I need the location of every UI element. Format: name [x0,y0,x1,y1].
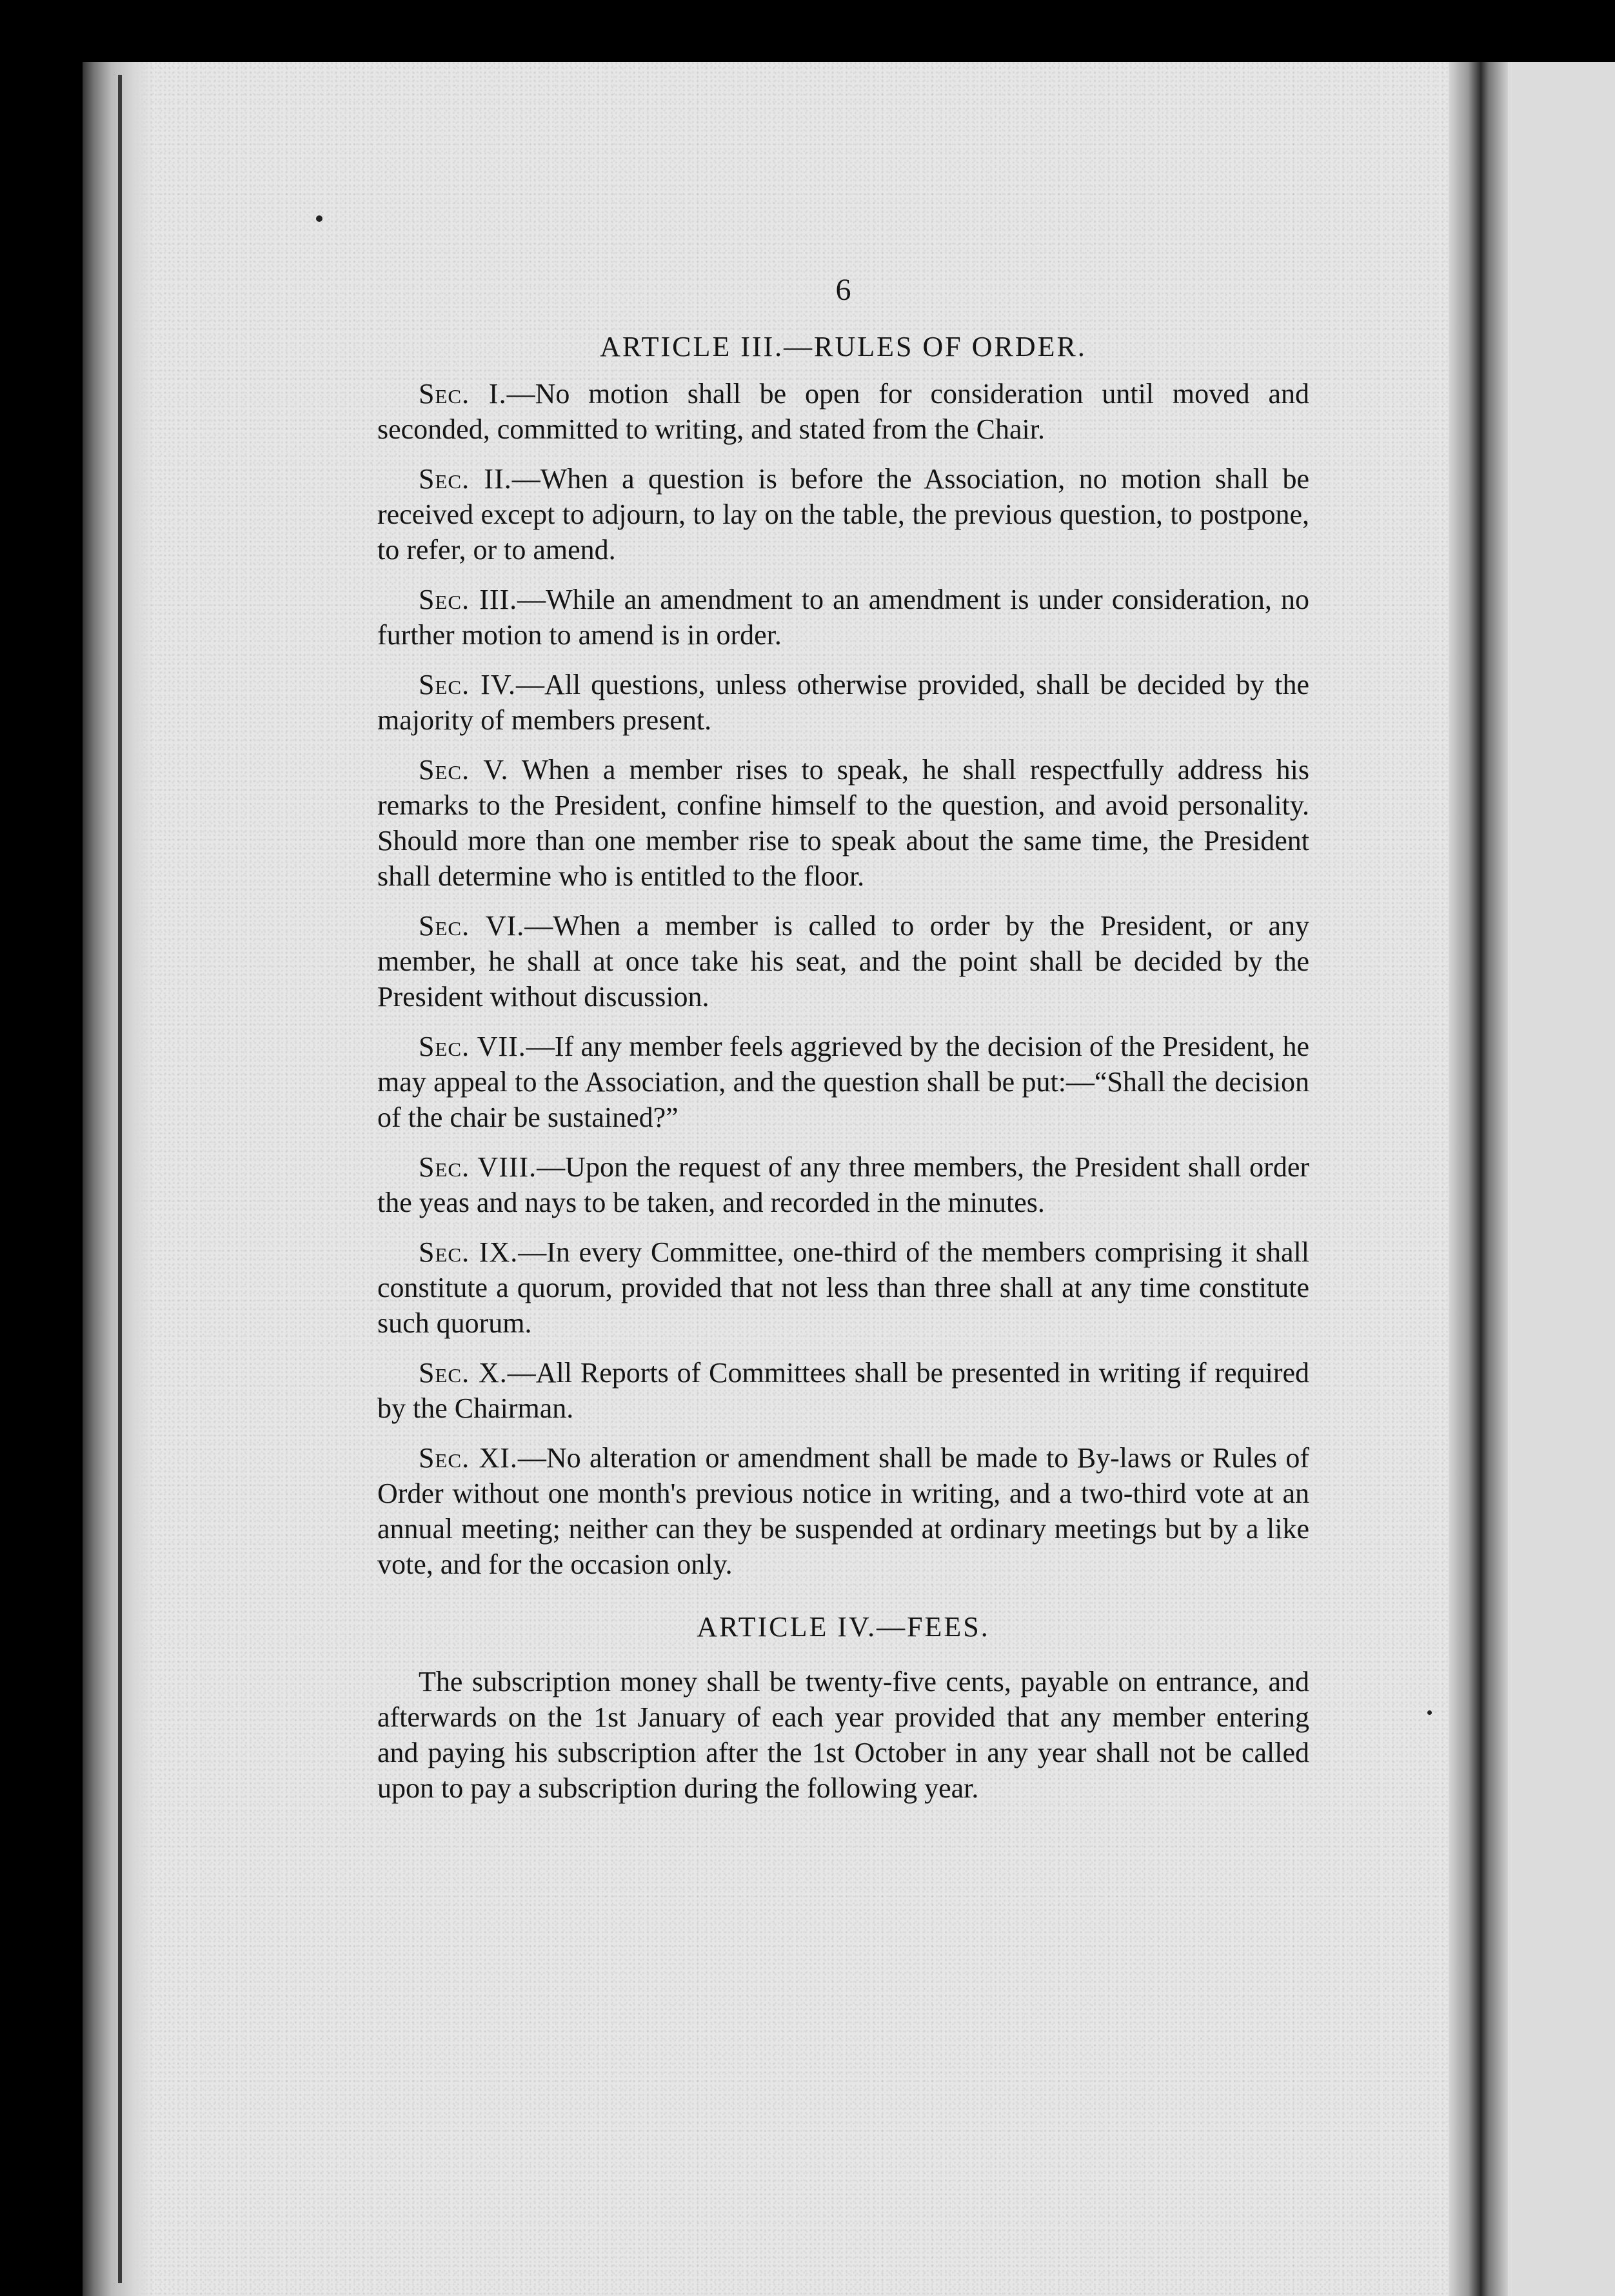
section-label: Sec. VI. [419,910,525,942]
section-text: —All questions, unless otherwise provided, shall be decided by the majority of members present. [377,669,1309,736]
section-label: Sec. III. [419,584,518,615]
section-11 [377,1440,1309,1582]
section-9 [377,1234,1309,1341]
section-text: —Upon the request of any three members, the President shall order the yeas and nays to be taken, and recorded in the minutes. [377,1151,1309,1218]
section-label: Sec. VIII. [419,1151,537,1183]
section-5 [377,752,1309,894]
fees-paragraph: The subscription money shall be twenty-five cents, payable on entrance, and afterwards on the 1st January of each year provided that any member entering and paying his subscription after the 1st October in any year shall not be called upon to pay a subscription during the following year. [377,1666,1309,1804]
section-3 [377,582,1309,653]
section-7 [377,1029,1309,1135]
document-text [377,275,1309,1806]
section-8 [377,1149,1309,1220]
book-spine [1449,62,1508,2296]
section-text: —While an amendment to an amendment is under consideration, no further motion to amend is in order. [377,584,1309,651]
ink-speck [316,215,322,222]
section-label: Sec. II. [419,463,512,495]
section-1 [377,376,1309,447]
section-6 [377,908,1309,1014]
section-label: Sec. X. [419,1357,508,1389]
section-label: Sec. I. [419,378,507,410]
section-text: —All Reports of Committees shall be presented in writing if required by the Chairman. [377,1357,1310,1424]
section-label: Sec. IX. [419,1236,519,1268]
section-text: —No alteration or amendment shall be made to By-laws or Rules of Order without one month's previous notice in writing, and a two-third vote at an annual meeting; neither can they be suspended at ordinary meetings but by a like vote, and for the occasion only. [377,1442,1309,1580]
section-text: When a member rises to speak, he shall respectfully address his remarks to the President, confine himself to the question, and avoid personality. Should more than one member rise to speak about the same time, the President shall determine who is entitled to the floor. [377,754,1309,892]
adjacent-page-edge [1508,62,1615,2296]
ink-speck [1427,1710,1432,1715]
left-binding-edge [83,62,154,2296]
section-label: Sec. VII. [419,1031,526,1062]
section-text: —When a question is before the Association, no motion shall be received except to adjourn, to lay on the table, the previous question, to postpone, to refer, or to amend. [377,463,1310,566]
section-4 [377,667,1309,738]
section-2 [377,461,1309,568]
section-text: —In every Committee, one-third of the members comprising it shall constitute a quorum, provided that not less than three shall at any time constitute such quorum. [377,1236,1309,1339]
page-number: 6 [835,273,851,307]
article-3-heading: ARTICLE III.—RULES OF ORDER. [600,331,1087,362]
section-text: —When a member is called to order by the President, or any member, he shall at once take his seat, and the point shall be decided by the President without discussion. [377,910,1309,1013]
article-4-heading: ARTICLE IV.—FEES. [697,1611,990,1643]
section-label: Sec. IV. [419,669,516,700]
section-label: Sec. XI. [419,1442,518,1474]
section-10 [377,1355,1309,1426]
section-text: —No motion shall be open for consideration until moved and seconded, committed to writing, and stated from the Chair. [377,378,1309,445]
section-label: Sec. V. [419,754,509,786]
section-text: —If any member feels aggrieved by the decision of the President, he may appeal to the Association, and the question shall be put:—“Shall the decision of the chair be sustained?” [377,1031,1310,1133]
